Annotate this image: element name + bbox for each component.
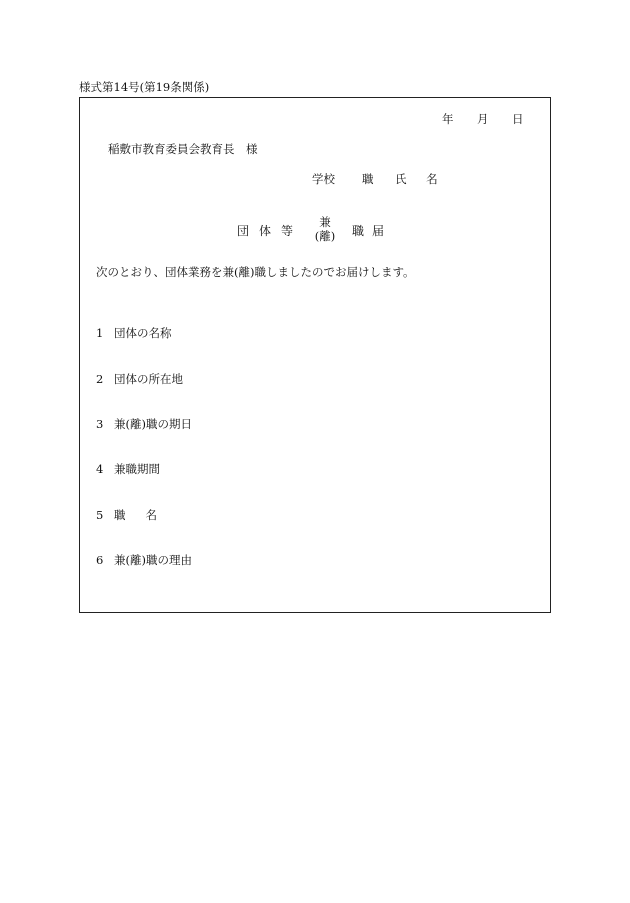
list-item bbox=[96, 326, 172, 340]
recipient-line: 稲敷市教育委員会教育長 様 bbox=[108, 142, 258, 156]
title-stack-top: 兼 bbox=[319, 215, 331, 229]
intro-text: 次のとおり、団体業務を兼(離)職しましたのでお届けします。 bbox=[96, 265, 415, 279]
date-year-label: 年 bbox=[442, 112, 454, 126]
list-item-number: 3 bbox=[96, 417, 104, 431]
list-item-number: 2 bbox=[96, 372, 104, 386]
position-label: 職 bbox=[362, 172, 374, 186]
name-label: 氏 名 bbox=[395, 172, 446, 186]
title-organization: 団体等 bbox=[237, 224, 304, 238]
list-item-number: 6 bbox=[96, 553, 104, 567]
list-item bbox=[96, 417, 192, 431]
list-item-label: 兼(離)職の期日 bbox=[114, 417, 192, 431]
list-item-label: 職名 bbox=[114, 508, 177, 522]
list-item bbox=[96, 462, 160, 476]
list-item-label: 団体の所在地 bbox=[114, 372, 183, 386]
list-item-label: 兼(離)職の理由 bbox=[114, 553, 192, 567]
list-item-number: 1 bbox=[96, 326, 104, 340]
list-item-number: 5 bbox=[96, 508, 104, 522]
list-item bbox=[96, 372, 183, 386]
date-month-label: 月 bbox=[477, 112, 489, 126]
date-day-label: 日 bbox=[512, 112, 524, 126]
title-stack-bottom: (離) bbox=[314, 229, 336, 243]
list-item bbox=[96, 508, 177, 522]
title-notice: 職届 bbox=[352, 224, 393, 238]
title-stack bbox=[313, 215, 337, 243]
school-label: 学校 bbox=[312, 172, 335, 186]
list-item bbox=[96, 553, 192, 567]
list-item-number: 4 bbox=[96, 462, 104, 476]
list-item-label: 兼職期間 bbox=[114, 462, 160, 476]
form-frame bbox=[79, 97, 551, 613]
form-number-label: 様式第14号(第19条関係) bbox=[79, 80, 210, 94]
list-item-label: 団体の名称 bbox=[114, 326, 172, 340]
